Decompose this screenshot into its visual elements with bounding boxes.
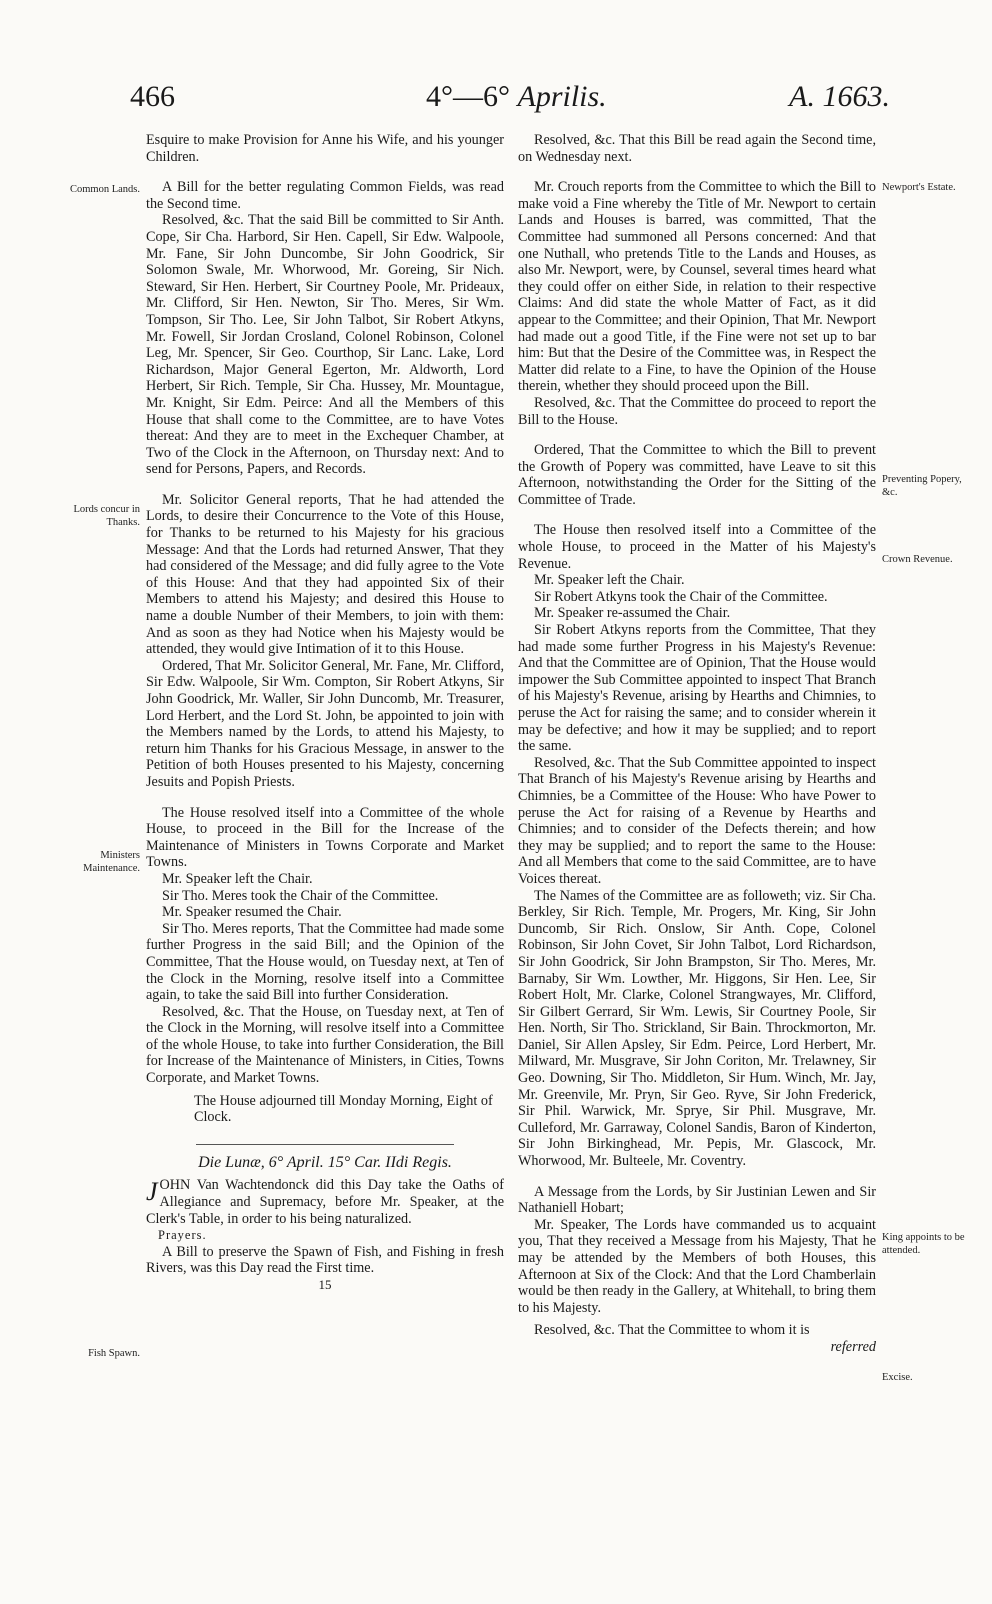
paragraph: A Bill for the better regulating Common Fields, was read the Second time. (146, 179, 504, 212)
paragraph: Resolved, &c. That the Committee to whom it is (534, 1322, 810, 1339)
margin-note-fish-spawn: Fish Spawn. (88, 1348, 140, 1359)
margin-note-revenue: Crown Revenue. (882, 554, 953, 565)
running-date (426, 80, 607, 114)
margin-note-newport: Newport's Estate. (882, 182, 956, 193)
paragraph: Mr. Speaker, The Lords have commanded us to acquaint you, That they received a Message from his Majesty, That he may be attended by the Members of both Houses, this Afternoon at Six of the Clock: And that the Lord Chamberlain would be then ready in the Gallery, at Whitehall, to bring them to his Majesty. (518, 1216, 876, 1316)
catchword: referred (830, 1338, 876, 1355)
paragraph: Mr. Speaker resumed the Chair. (162, 904, 342, 921)
drop-cap: J (146, 1177, 158, 1207)
date-range: 4°—6° (426, 80, 510, 113)
adjournment: The House adjourned till Monday Morning, Eight of Clock. (194, 1092, 493, 1126)
section-rule (196, 1144, 454, 1145)
paragraph: Sir Tho. Meres took the Chair of the Committee. (162, 887, 439, 904)
margin-note-king: King appoints to be attended. (882, 1232, 965, 1256)
margin-note-excise: Excise. (882, 1372, 913, 1383)
paragraph: Resolved, &c. That the Committee do proceed to report the Bill to the House. (518, 394, 876, 428)
paragraph: Sir Robert Atkyns reports from the Committee, That they had made some further Progress in his Majesty's Revenue: And that the Committee are of Opinion, That the House would impower the Sub Committee appointed to inspect That Branch of his Majesty's Revenue, arising by Hearths and Chimnies, to peruse the Act for raising the same; and to consider wherein it may be defective; and how it may be supplied; and to report the same. (518, 622, 876, 755)
paragraph: A Message from the Lords, by Sir Justinian Lewen and Sir Nathaniell Hobart; (518, 1183, 876, 1217)
right-column (518, 132, 876, 1356)
paragraph: A Bill to preserve the Spawn of Fish, and Fishing in fresh Rivers, was this Day read the First time. (146, 1243, 504, 1277)
year: A. 1663. (789, 80, 890, 113)
margin-note-lords-concur: Lords concur in Thanks. (73, 504, 140, 528)
paragraph: Esquire to make Provision for Anne his Wife, and his younger Children. (146, 132, 504, 165)
margin-note-popery: Preventing Popery, &c. (882, 474, 962, 498)
paragraph: Resolved, &c. That the said Bill be committed to Sir Anth. Cope, Sir Cha. Harbord, Sir Hen. Capell, Sir Edw. Walpoole, Mr. Fane, Sir John Duncombe, Sir John Goodrick, Sir Solomon Swale, Mr. Whorwood, Mr. Goreing, Sir Nich. Steward, Sir Hen. Herbert, Sir Courtney Poole, Mr. Prideaux, Mr. Clifford, Sir Hen. Newton, Sir Tho. Meres, Sir Wm. Tompson, Sir Tho. Lee, Sir John Talbot, Sir Robert Atkyns, Mr. Fowell, Sir Jordan Crosland, Colonel Robinson, Colonel Leg, Mr. Spencer, Sir Geo. Courthop, Sir Lanc. Lake, Lord Richardson, Major General Egerton, Mr. Aldworth, Lord Herbert, Sir Rich. Temple, Sir Cha. Hussey, Mr. Mountague, Mr. Knight, Sir Edm. Peirce: And all the Members of this House that shall come to the Committee, are to have Votes thereat: And they are to meet in the Exchequer Chamber, at Two of the Clock in the Afternoon, on Thursday next: And to send for Persons, Papers, and Records. (146, 212, 504, 478)
paragraph: Sir Robert Atkyns took the Chair of the Committee. (534, 588, 828, 605)
page-header (130, 80, 890, 124)
paragraph: Resolved, &c. That the Sub Committee appointed to inspect That Branch of his Majesty's Revenue arising by Hearths and Chimnies, be a Committee of the House: Who have Power to peruse the Act for raising of a Revenue by Hearths and Chimnies; and to consider of the Defects therein; and how they may be supplied; and to report the same to the House: And all Members that come to the said Committee, are to have Voices thereat. (518, 754, 876, 887)
paragraph: The House then resolved itself into a Committee of the whole House, to proceed in the Matter of his Majesty's Revenue. (518, 522, 876, 572)
paragraph: The House resolved itself into a Committee of the whole House, to proceed in the Bill for the Increase of the Maintenance of Ministers in Towns Corporate and Market Towns. (146, 804, 504, 871)
month: Aprilis. (517, 80, 607, 113)
paragraph: Ordered, That the Committee to which the Bill to prevent the Growth of Popery was committed, have Leave to sit this Afternoon, notwithstanding the Order for the Sitting of the Committee of Trade. (518, 442, 876, 508)
paragraph: Mr. Solicitor General reports, That he had attended the Lords, to desire their Concurrence to the Vote of this House, for Thanks to be returned to his Majesty for his gracious Message: And that the Lords had returned Answer, That they had considered of the Message; and did fully agree to the Vote of this House: And that they had appointed Six of their Members to attend his Majesty; and desired this House to name a double Number of their Members, to join with them: And as soon as they had Notice when his Majesty would be attended, they would give Intimation of it to this House. (146, 491, 504, 658)
margin-note-common-lands: Common Lands. (70, 184, 140, 195)
paragraph: Mr. Speaker re-assumed the Chair. (534, 605, 731, 622)
margin-note-ministers: Ministers Maintenance. (83, 850, 140, 874)
paragraph: Mr. Speaker left the Chair. (162, 870, 313, 887)
left-column (146, 132, 504, 1294)
paragraph: JOHN Van Wachtendonck did this Day take the Oaths of Allegiance and Supremacy, before Mr. Speaker, at the Clerk's Table, in order to his being naturalized. (146, 1177, 504, 1227)
paragraph: Sir Tho. Meres reports, That the Committee had made some further Progress in the said Bill; and the Opinion of the Committee, That the House would, on Tuesday next, at Ten of the Clock in the Morning, resolve itself into a Committee again, to take the said Bill into further Consideration. (146, 920, 504, 1004)
paragraph: The Names of the Committee are as followeth; viz. Sir Cha. Berkley, Sir Rich. Temple, Mr. Progers, Mr. King, Sir John Duncomb, Sir Rich. Onslow, Sir Anth. Cope, Colonel Robinson, Sir John Covet, Sir John Talbot, Lord Richardson, Sir John Goodrick, Sir John Brampston, Sir Tho. Meres, Mr. Barnaby, Sir Wm. Lowther, Mr. Higgons, Sir Hen. Lee, Sir Robert Holt, Mr. Clarke, Colonel Strangwayes, Mr. Clifford, Sir Gilbert Gerrard, Sir Wm. Lewis, Sir Courtney Poole, Sir Hen. North, Sir Tho. Strickland, Sir Bain. Throckmorton, Mr. Daniel, Sir Allen Apsley, Sir Edm. Peirce, Lord Herbert, Mr. Milward, Mr. Musgrave, Sir John Coriton, Mr. Trelawney, Sir Geo. Downing, Sir Tho. Middleton, Sir Hum. Winch, Mr. Jay, Mr. Greenvile, Mr. Pryn, Sir Geo. Ryve, Sir John Frederick, Sir Phil. Warwick, Mr. Sprye, Sir Phil. Musgrave, Mr. Culleford, Mr. Garraway, Colonel Sandis, Baron of Kinderton, Sir John Birkinghead, Mr. Pepis, Mr. Glascock, Mr. Whorwood, Mr. Bulteele, Mr. Coventry. (518, 887, 876, 1170)
day-heading: Die Lunæ, 6° April. 15° Car. IIdi Regis. (198, 1153, 452, 1171)
prayers-heading: Prayers. (158, 1228, 207, 1243)
paragraph: Mr. Speaker left the Chair. (534, 572, 685, 589)
paragraph: Ordered, That Mr. Solicitor General, Mr. Fane, Mr. Clifford, Sir Edw. Walpoole, Sir Wm. Compton, Sir Robert Atkyns, Sir John Goodrick, Mr. Waller, Sir John Duncomb, Mr. Treasurer, Lord Herbert, and the Lord St. John, be appointed to join with the Members named by the Lords, to attend his Majesty, to return him Thanks for his Gracious Message, in answer to the Petition of both Houses presented to his Majesty, concerning Jesuits and Popish Priests. (146, 657, 504, 790)
paragraph: Resolved, &c. That the House, on Tuesday next, at Ten of the Clock in the Morning, will resolve itself into a Committee of the whole House, to take into further Consideration, the Bill for Increase of the Maintenance of Ministers, in Cities, Towns Corporate, and Market Towns. (146, 1003, 504, 1087)
page-number: 466 (130, 80, 175, 113)
folio-signature: 15 (318, 1277, 332, 1292)
paragraph: Resolved, &c. That this Bill be read again the Second time, on Wednesday next. (518, 132, 876, 165)
paragraph: Mr. Crouch reports from the Committee to which the Bill to make void a Fine whereby the Title of Mr. Newport to certain Lands and Houses is barred, was committed, That the Committee had summoned all Persons concerned: And that one Nuthall, who pretends Title to the Lands and Houses, as also Mr. Newport, were, by Counsel, several times heard what they could offer on either Side, in relation to their respective Claims: And did state the whole Matter of Fact, as it did appear to the Committee; and their Opinion, That Mr. Newport had made out a good Title, if the Fine were not set up to bar him: But that the Desire of the Committee was, in Respect the Matter did relate to a Fine, to have the Opinion of the House therein, whether they should proceed upon the Bill. (518, 179, 876, 395)
